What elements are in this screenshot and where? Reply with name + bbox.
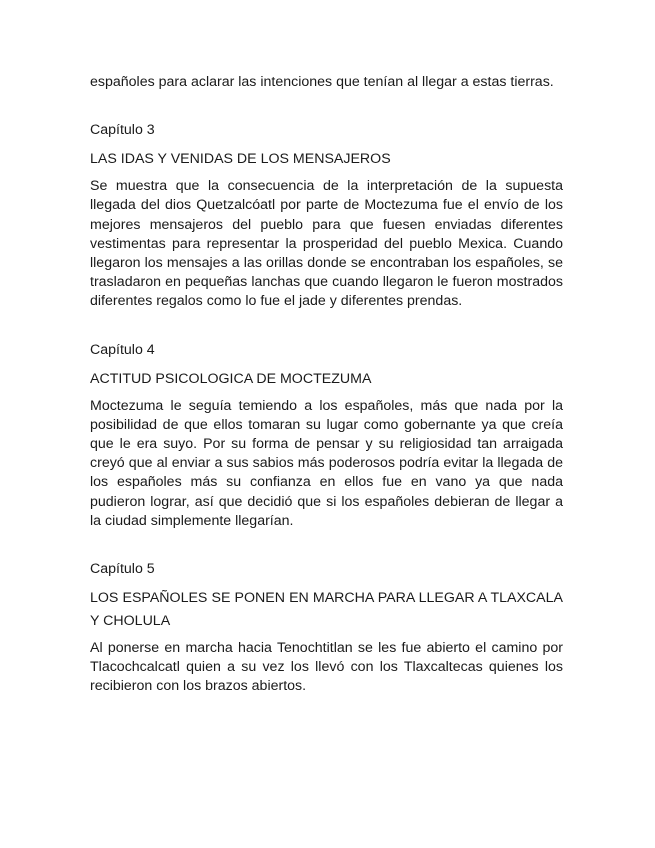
chapter-title: LOS ESPAÑOLES SE PONEN EN MARCHA PARA LLEGAR A TLAXCALA Y CHOLULA bbox=[90, 590, 563, 630]
chapter-5-section bbox=[90, 560, 563, 697]
chapter-heading: Capítulo 4 bbox=[90, 341, 155, 358]
intro-paragraph: españoles para aclarar las intenciones que tenían al llegar a estas tierras. bbox=[90, 74, 554, 90]
chapter-heading: Capítulo 5 bbox=[90, 561, 155, 578]
chapter-body: Se muestra que la consecuencia de la interpretación de la supuesta llegada del dios Quetzalcóatl por parte de Moctezuma fue el envío de los mejores mensajeros del pueblo para que fuesen enviadas diferentes vestimentas para representar la prosperidad del pueblo Mexica. Cuando llegaron los mensajes a las orillas donde se encontraban los españoles, se trasladaron en pequeñas lanchas que cuando llegaron le fueron mostrados diferentes regalos como lo fue el jade y diferentes prendas. bbox=[90, 178, 563, 310]
chapter-title: ACTITUD PSICOLOGICA DE MOCTEZUMA bbox=[90, 370, 372, 387]
chapter-heading: Capítulo 3 bbox=[90, 122, 155, 139]
chapter-body: Al ponerse en marcha hacia Tenochtitlan se les fue abierto el camino por Tlacochcalcatl quien a su vez los llevó con los Tlaxcaltecas quienes los recibieron con los brazos abiertos. bbox=[90, 640, 563, 695]
chapter-body: Moctezuma le seguía temiendo a los españoles, más que nada por la posibilidad de que ellos tomaran su lugar como gobernante ya que creía que le era suyo. Por su forma de pensar y su religiosidad tan arraigada creyó que al enviar a sus sabios más poderosos podría evitar la llegada de los españoles más su confianza en ellos fue en vano ya que nada pudieron lograr, así que decidió que si los españoles debieran de llegar a la ciudad simplemente llegarían. bbox=[90, 397, 563, 529]
chapter-3-section bbox=[90, 121, 563, 311]
chapter-4-section bbox=[90, 341, 563, 531]
chapter-title: LAS IDAS Y VENIDAS DE LOS MENSAJEROS bbox=[90, 151, 391, 168]
document-page bbox=[90, 73, 563, 726]
